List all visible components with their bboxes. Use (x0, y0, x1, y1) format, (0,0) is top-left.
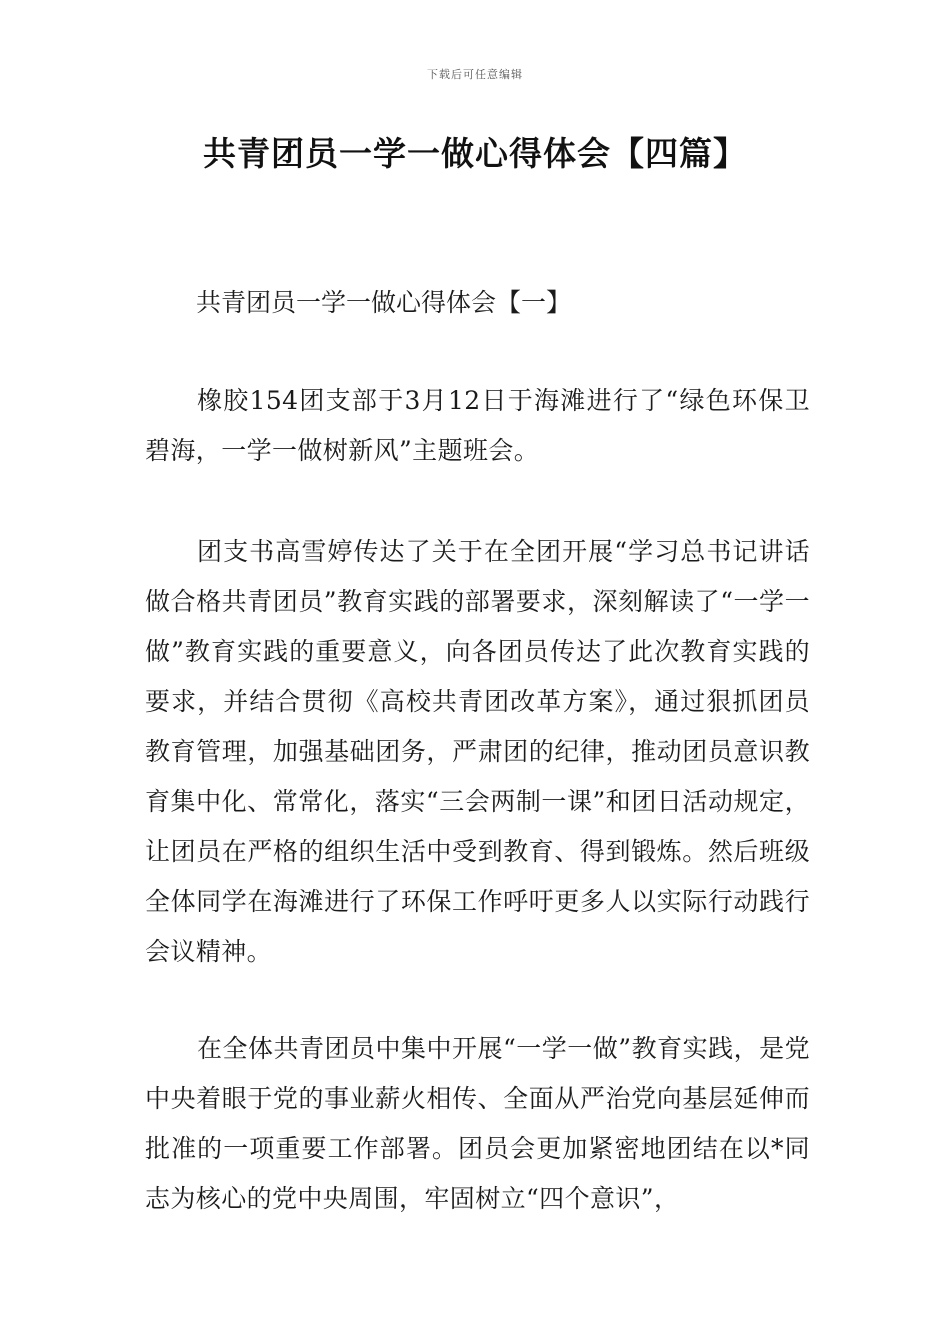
paragraph-2: 团支书高雪婷传达了关于在全团开展“学习总书记讲话做合格共青团员”教育实践的部署要求，深刻解读了“一学一做”教育实践的重要意义，向各团员传达了此次教育实践的要求，并结合贯彻《高校共青团改革方案》，通过狠抓团员教育管理，加强基础团务，严肃团的纪律，推动团员意识教育集中化、常常化，落实“三会两制一课”和团日活动规定，让团员在严格的组织生活中受到教育、得到锻炼。然后班级全体同学在海滩进行了环保工作呼吁更多人以实际行动践行会议精神。 (145, 537, 810, 966)
section-heading: 共青团员一学一做心得体会【一】 (196, 288, 572, 317)
header-note: 下载后可任意编辑 (427, 68, 523, 81)
paragraph-3: 在全体共青团员中集中开展“一学一做”教育实践，是党中央着眼于党的事业薪火相传、全面从严治党向基层延伸而批准的一项重要工作部署。团员会更加紧密地团结在以*同志为核心的党中央周围，牢固树立“四个意识”， (145, 1034, 810, 1213)
paragraph-1: 橡胶154团支部于3月12日于海滩进行了“绿色环保卫碧海，一学一做树新风”主题班会。 (145, 386, 810, 465)
page-title: 共青团员一学一做心得体会【四篇】 (203, 134, 747, 173)
